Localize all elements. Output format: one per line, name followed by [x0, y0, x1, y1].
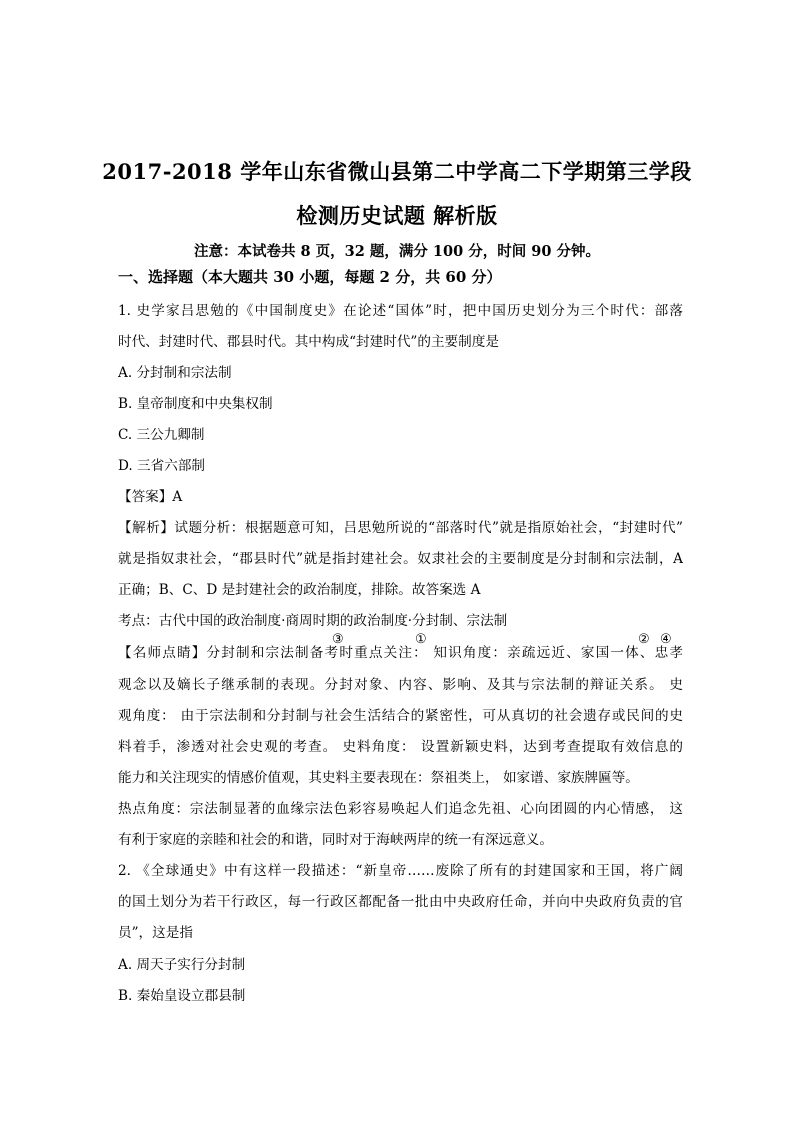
circled-number-4: ④ — [660, 632, 672, 647]
q1-stem-line-2: 时代、封建时代、郡县时代。其中构成“封建时代”的主要制度是 — [118, 334, 499, 350]
q1-tips-line-4: 料着手，渗透对社会史观的考查。 史料角度： 设置新颖史料，达到考查提取有效信息的 — [118, 739, 683, 755]
circled-number-1: ① — [415, 632, 427, 647]
section-heading: 一、选择题（本大题共 30 小题，每题 2 分，共 60 分） — [118, 268, 502, 286]
q2-stem-line-3: 员”，这是指 — [118, 925, 193, 941]
q1-tips-line-3: 观角度： 由于宗法制和分封制与社会生活结合的紧密性，可从真切的社会遗存或民间的史 — [118, 708, 683, 724]
q1-answer: 【答案】A — [118, 489, 183, 505]
q1-option-b: B. 皇帝制度和中央集权制 — [118, 396, 273, 412]
q1-analysis-line-1: 【解析】试题分析：根据题意可知，吕思勉所说的“部落时代”就是指原始社会，“封建时代” — [118, 520, 683, 536]
q1-tips-line-6: 热点角度：宗法制显著的血缘宗法色彩容易唤起人们追念先祖、心向团圆的内心情感， 这 — [118, 801, 683, 817]
q1-analysis-line-2: 就是指奴隶社会，“郡县时代”就是指封建社会。奴隶社会的主要制度是分封制和宗法制，A — [118, 551, 683, 567]
q1-tips-line-2: 观念以及嫡长子继承制的表现。分封对象、内容、影响、及其与宗法制的辩证关系。 史 — [118, 677, 683, 693]
circled-number-3: ③ — [332, 632, 344, 647]
q1-stem-line-1: 1. 史学家吕思勉的《中国制度史》在论述“国体”时，把中国历史划分为三个时代：部落 — [118, 303, 683, 319]
exam-notice: 注意：本试卷共 8 页，32 题，满分 100 分，时间 90 分钟。 — [193, 243, 601, 260]
title-line-1: 2017-2018 学年山东省微山县第二中学高二下学期第三学段 — [102, 159, 692, 184]
q1-tips-line-1: 【名师点睛】分封制和宗法制备考时重点关注： 知识角度：亲疏远近、家国一体、忠孝 — [118, 645, 683, 661]
q1-knowledge-point: 考点：古代中国的政治制度·商周时期的政治制度·分封制、宗法制 — [118, 613, 508, 629]
title-line-2: 检测历史试题 解析版 — [296, 203, 498, 228]
q2-option-b: B. 秦始皇设立郡县制 — [118, 988, 246, 1004]
q2-stem-line-1: 2. 《全球通史》中有这样一段描述：“新皇帝……废除了所有的封建国家和王国，将广阔 — [118, 863, 683, 879]
q1-tips-line-5: 能力和关注现实的情感价值观，其史料主要表现在：祭祖类上， 如家谱、家族牌匾等。 — [118, 770, 639, 786]
q1-analysis-line-3: 正确；B、C、D 是封建社会的政治制度，排除。故答案选 A — [118, 582, 481, 598]
q1-tips-line-7: 有利于家庭的亲睦和社会的和谐，同时对于海峡两岸的统一有深远意义。 — [118, 832, 553, 848]
q2-stem-line-2: 的国土划分为若干行政区，每一行政区都配备一批由中央政府任命，并向中央政府负责的官 — [118, 894, 683, 910]
circled-number-2: ② — [638, 632, 650, 647]
q1-option-a: A. 分封制和宗法制 — [118, 365, 232, 381]
q2-option-a: A. 周天子实行分封制 — [118, 957, 246, 973]
q1-option-c: C. 三公九卿制 — [118, 427, 205, 443]
q1-option-d: D. 三省六部制 — [118, 458, 206, 474]
